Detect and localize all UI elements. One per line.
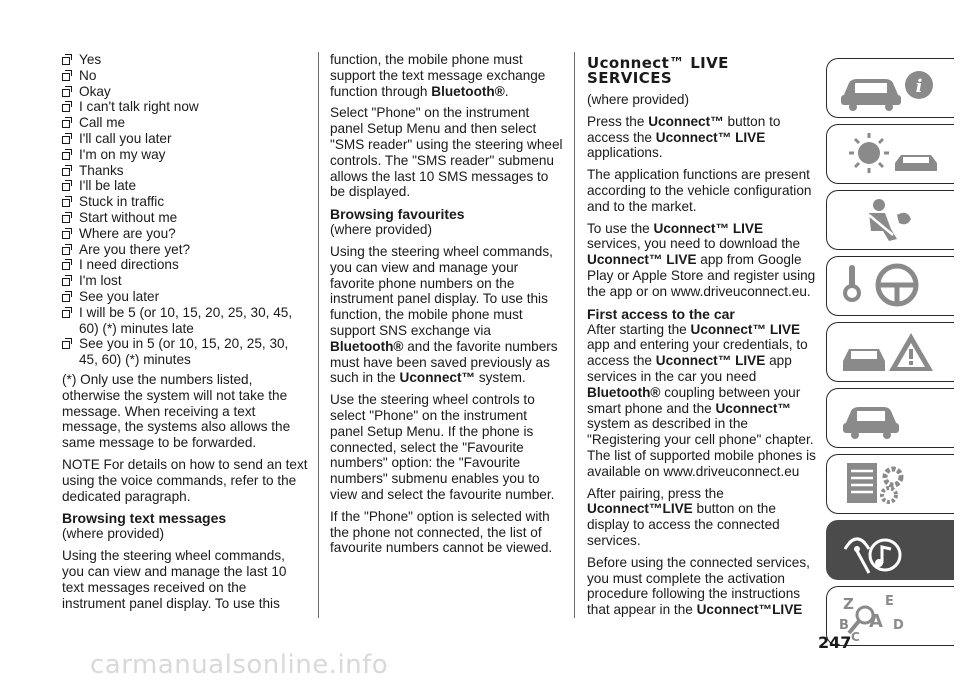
sms-preset-text: Where are you? <box>79 225 176 241</box>
sms-preset-item <box>62 147 308 163</box>
svg-text:E: E <box>885 594 894 609</box>
sms-preset-item <box>62 52 308 68</box>
sms-preset-text: I will be 5 (or 10, 15, 20, 25, 30, 45, 60) (*) minutes late <box>79 304 293 336</box>
checkbox-icon <box>62 291 73 302</box>
checkbox-icon <box>62 133 73 144</box>
checkbox-icon <box>62 70 73 81</box>
column-3 <box>587 52 819 624</box>
svg-text:D: D <box>893 618 904 633</box>
sms-preset-list <box>62 52 308 368</box>
checkbox-icon <box>62 117 73 128</box>
where-provided-note: (where provided) <box>587 92 689 107</box>
sms-preset-item <box>62 289 308 305</box>
checkbox-icon <box>62 196 73 207</box>
sms-preset-item <box>62 273 308 289</box>
checkbox-icon <box>62 338 73 349</box>
sms-preset-text: Yes <box>79 52 102 67</box>
checkbox-icon <box>62 259 73 270</box>
paragraph-favourites-not-connected: If the "Phone" option is selected with the phone not connected, the list of favourite numbers cannot be viewed. <box>330 508 553 556</box>
chapter-tabs <box>826 58 956 652</box>
sms-preset-item <box>62 84 308 100</box>
where-provided-note: (where provided) <box>330 222 432 238</box>
column-divider <box>574 52 575 618</box>
sms-preset-item <box>62 194 308 210</box>
checkbox-icon <box>62 101 73 112</box>
svg-text:i: i <box>915 76 923 97</box>
lights-icon <box>835 129 945 179</box>
page-number: 247 <box>818 633 852 652</box>
sms-preset-item <box>62 242 308 258</box>
note-numbers: (*) Only use the numbers listed, otherwise the system will not take the message. When receiving a text message, the systems also allows the same message to be forwarded. <box>62 371 291 451</box>
checkbox-icon <box>62 244 73 255</box>
heading-browsing-text-messages: Browsing text messages <box>62 510 227 527</box>
checkbox-icon <box>62 212 73 223</box>
checkbox-icon <box>62 149 73 160</box>
sms-preset-item <box>62 99 308 115</box>
watermark: carmanualsonline.info <box>90 650 389 680</box>
column-1 <box>62 52 308 617</box>
paragraph-functions: The application functions are present according to the vehicle configuration and to the market. <box>587 167 812 214</box>
sms-preset-text: See you later <box>79 288 160 304</box>
paragraph-press-button: Press the Uconnect™ button to access the Uconnect™ LIVE applications. <box>587 113 781 161</box>
paragraph-activation: Before using the connected services, you must complete the activation procedure following the instructions that appear in the Uconnect™LIVE <box>587 554 810 618</box>
note-voice-commands: NOTE For details on how to send an text using the voice commands, refer to the dedicated paragraph. <box>62 456 308 504</box>
tab-starting-driving[interactable] <box>826 256 954 316</box>
sms-preset-text: I'm on my way <box>79 146 166 162</box>
checkbox-icon <box>62 86 73 97</box>
sms-preset-item <box>62 305 308 337</box>
paragraph-after-pairing: After pairing, press the Uconnect™LIVE button on the display to access the connected services. <box>587 485 780 548</box>
sms-preset-item <box>62 131 308 147</box>
sms-preset-item <box>62 336 308 368</box>
sms-preset-text: Start without me <box>79 209 178 225</box>
safety-seat-icon <box>835 195 945 245</box>
column-2 <box>330 52 564 562</box>
sms-preset-text: I'll be late <box>79 178 137 194</box>
sms-preset-text: See you in 5 (or 10, 15, 20, 25, 30, 45, 60) (*) minutes <box>79 336 289 368</box>
section-title: Uconnect™ LIVE SERVICES <box>587 54 729 87</box>
checkbox-icon <box>62 228 73 239</box>
sms-preset-text: I can't talk right now <box>79 99 199 115</box>
sms-preset-text: Okay <box>79 83 111 99</box>
technical-data-icon <box>835 459 945 509</box>
sms-preset-text: I'm lost <box>79 273 122 289</box>
car-service-icon <box>835 393 945 443</box>
checkbox-icon <box>62 275 73 286</box>
column-divider <box>318 52 319 618</box>
tab-technical-data[interactable] <box>826 454 954 514</box>
car-info-icon <box>835 63 945 113</box>
heading-first-access: First access to the car <box>587 305 735 322</box>
heading-browsing-favourites: Browsing favourites <box>330 206 465 223</box>
svg-text:A: A <box>869 611 883 632</box>
sms-preset-item <box>62 68 308 84</box>
checkbox-icon <box>62 54 73 65</box>
paragraph-favourites-intro: Using the steering wheel commands, you can view and manage your favorite phone numbers on the instrument panel display. To use this function, the mobile phone must support SNS exchange via Bluetooth® and the favorite numbers must have been saved previously as such in the Uconnect™ system. <box>330 243 558 386</box>
warning-car-icon <box>835 327 945 377</box>
svg-text:Z: Z <box>843 595 854 613</box>
checkbox-icon <box>62 180 73 191</box>
sms-preset-item <box>62 210 308 226</box>
sms-preset-text: No <box>79 67 97 83</box>
multimedia-icon <box>835 525 945 575</box>
sms-preset-item <box>62 178 308 194</box>
paragraph-sms-reader: Select "Phone" on the instrument panel Setup Menu and then select "SMS reader" using the steering wheel controls. The "SMS reader" submenu allows the last 10 SMS messages to be displayed. <box>330 105 563 200</box>
sms-preset-text: Thanks <box>79 162 124 178</box>
sms-preset-text: Are you there yet? <box>79 241 191 257</box>
paragraph-first-access: After starting the Uconnect™ LIVE app and entering your credentials, to access the Uconnect™ LIVE app services in the car you need Bluetooth® coupling between your smart phone and the Uconnect™ system as described in the "Registering your cell phone" chapter. The list of supported mobile phones is available on www.driveuconnect.eu <box>587 321 816 479</box>
paragraph-favourites-select: Use the steering wheel controls to select "Phone" on the instrument panel Setup Menu. If the phone is connected, select the "Favourite numbers" option: the "Favourite numbers" submenu enables you to view and select the favourite number. <box>330 392 555 502</box>
svg-text:C: C <box>851 630 860 641</box>
tab-car-info[interactable] <box>826 58 954 118</box>
paragraph-sms-support: function, the mobile phone must support the text message exchange function through Bluetooth®. <box>330 52 546 99</box>
sms-preset-item <box>62 257 308 273</box>
steering-wheel-icon <box>835 261 945 311</box>
tab-multimedia[interactable] <box>826 520 954 580</box>
tab-lights[interactable] <box>826 124 954 184</box>
where-provided-note: (where provided) <box>62 526 164 542</box>
tab-safety[interactable] <box>826 190 954 250</box>
sms-preset-text: I need directions <box>79 257 179 273</box>
sms-preset-item <box>62 115 308 131</box>
sms-preset-item <box>62 163 308 179</box>
browse-text-body: Using the steering wheel commands, you can view and manage the last 10 text messages received on the instrument panel display. To use this <box>62 548 287 611</box>
index-letters-icon <box>835 591 945 641</box>
svg-text:B: B <box>839 618 849 633</box>
sms-preset-text: I'll call you later <box>79 130 172 146</box>
checkbox-icon <box>62 307 73 318</box>
tab-emergency[interactable] <box>826 322 954 382</box>
paragraph-download-app: To use the Uconnect™ LIVE services, you need to download the Uconnect™ LIVE app from Google Play or Apple Store and register using the app or on www.driveuconnect.eu. <box>587 220 816 299</box>
tab-maintenance[interactable] <box>826 388 954 448</box>
checkbox-icon <box>62 165 73 176</box>
sms-preset-item <box>62 226 308 242</box>
sms-preset-text: Call me <box>79 115 126 131</box>
sms-preset-text: Stuck in traffic <box>79 194 165 210</box>
